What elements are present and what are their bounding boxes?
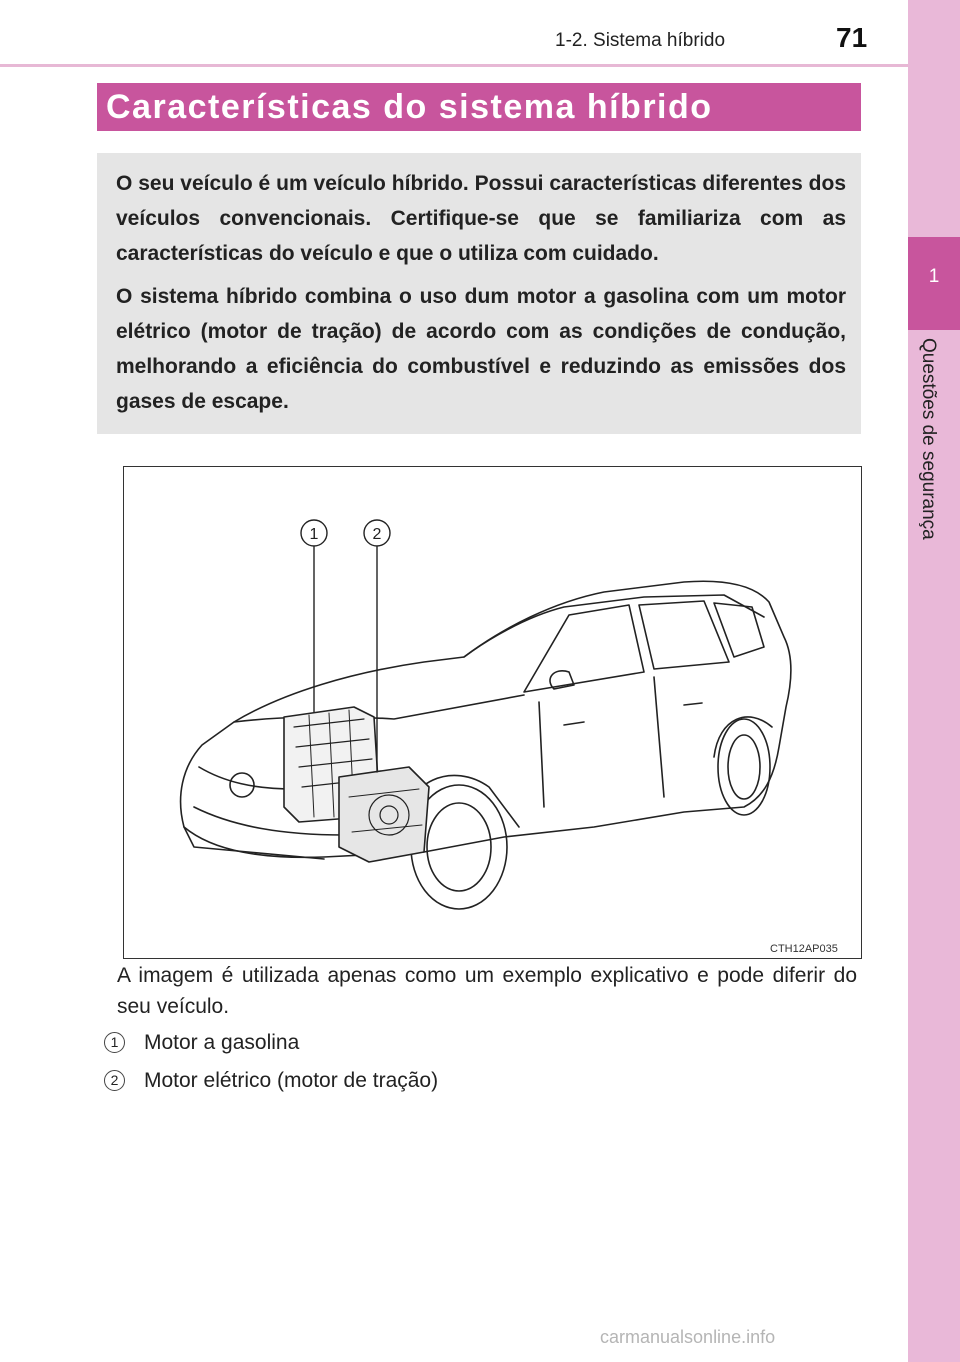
intro-box [97, 153, 861, 434]
legend-number-badge: 2 [104, 1070, 125, 1091]
chapter-tab-number: 1 [928, 266, 940, 287]
car-drawing [124, 467, 860, 957]
header-section-title: 1-2. Sistema híbrido [555, 30, 726, 51]
header-divider [0, 64, 908, 67]
section-title: Características do sistema híbrido [97, 83, 861, 131]
chapter-tab-label: Questões de segurança [918, 338, 939, 540]
callout-2-label: 2 [372, 526, 382, 543]
intro-paragraph-2: O sistema híbrido combina o uso dum motor a gasolina com um motor elétrico (motor de tração) de acordo com as condições de condução, melhorando a eficiência do combustível e reduzindo as emissões dos gases de escape. [116, 285, 846, 413]
figure-caption: A imagem é utilizada apenas como um exemplo explicativo e pode diferir do seu veículo. [117, 964, 857, 1018]
legend-item-gasoline-engine [104, 1031, 299, 1055]
legend-number-badge: 1 [104, 1032, 125, 1053]
legend-label: Motor elétrico (motor de tração) [144, 1069, 439, 1092]
callout-1-label: 1 [309, 526, 319, 543]
watermark: carmanualsonline.info [600, 1327, 776, 1347]
legend-label: Motor a gasolina [144, 1031, 300, 1054]
figure-code: CTH12AP035 [770, 943, 838, 955]
chapter-tab-strip [908, 0, 960, 1362]
intro-paragraph-1: O seu veículo é um veículo híbrido. Possui características diferentes dos veículos convencionais. Certifique-se que se familiariza com as características do veículo e que o utiliza com cuidado. [116, 172, 846, 265]
hybrid-car-illustration [123, 466, 862, 959]
legend-item-electric-motor [104, 1069, 438, 1093]
page-number: 71 [836, 22, 868, 53]
